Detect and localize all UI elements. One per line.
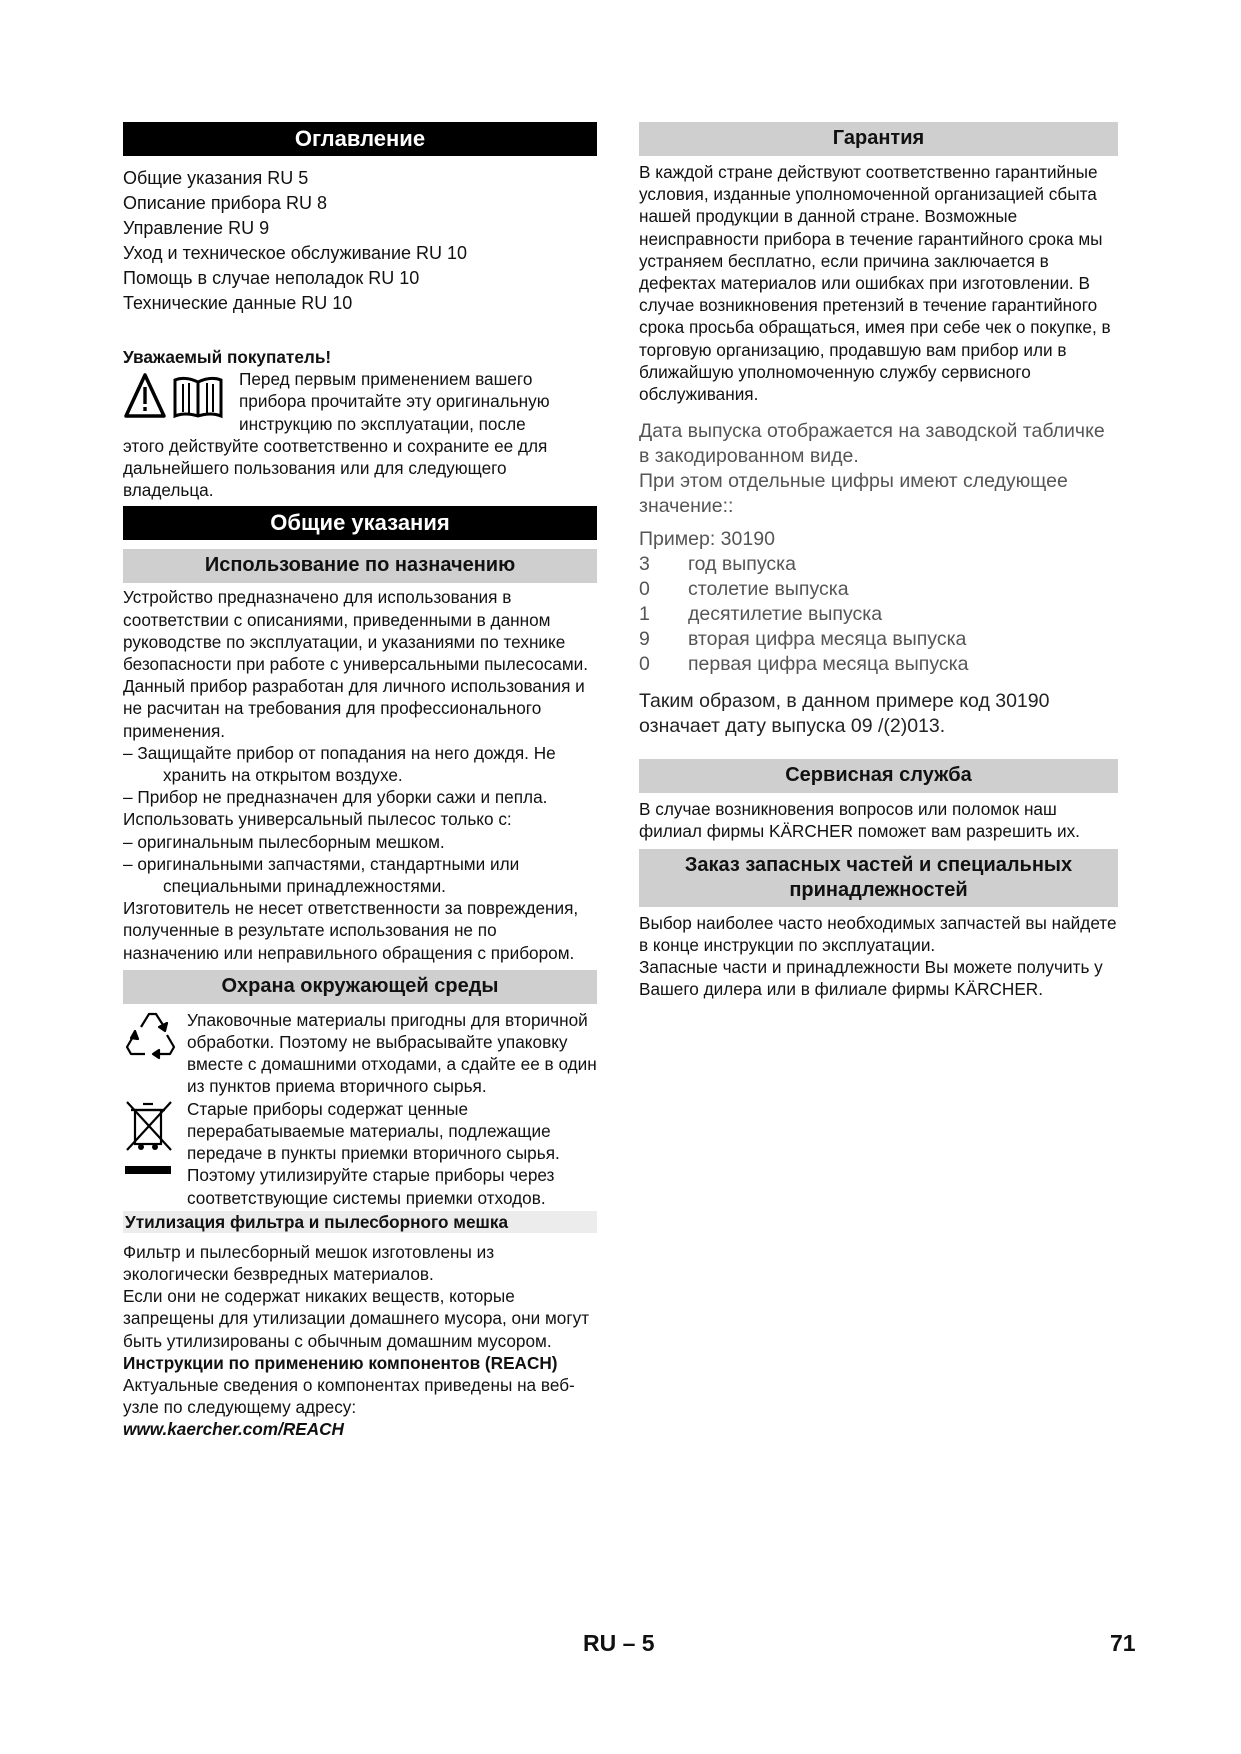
code-meaning: год выпуска bbox=[688, 553, 796, 576]
dear-customer-title: Уважаемый покупатель! bbox=[123, 347, 332, 367]
toc-item[interactable]: Уход и техническое обслуживание RU 10 bbox=[123, 243, 468, 263]
recycle-icon bbox=[123, 1009, 187, 1098]
right-column bbox=[639, 122, 1118, 1000]
parts-heading: Заказ запасных частей и специальных принадлежностей bbox=[639, 849, 1118, 907]
reach-heading: Инструкции по применению компонентов (REACH) bbox=[123, 1352, 558, 1373]
parts-paragraph: Запасные части и принадлежности Вы можете получить у Вашего дилера или в филиале фирмы KÄRCHER. bbox=[639, 957, 1103, 1000]
warranty-paragraph: В каждой стране действуют соответственно гарантийные условия, изданные уполномоченной организацией сбыта нашей продукции в данной стране. Возможные неисправности прибора в течение гарантийного срока мы устраняем бесплатно, если причина заключается в дефектах материалов или ошибках при изготовлении. В случае возникновения претензий в течение гарантийного срока просьба обращаться, имея при себе чек о покупке, в торговую организацию, продавшую вам прибор или в ближайшую уполномоченную службу сервисного обслуживания. bbox=[639, 162, 1111, 405]
code-row bbox=[639, 577, 1118, 602]
use-paragraph: Данный прибор разработан для личного использования и не расчитан на требования для профессионального применения. bbox=[123, 676, 585, 741]
service-heading: Сервисная служба bbox=[639, 759, 1118, 793]
code-meaning: первая цифра месяца выпуска bbox=[688, 653, 969, 676]
code-row bbox=[639, 627, 1118, 652]
filter-paragraph: Фильтр и пылесборный мешок изготовлены из экологически безвредных материалов. bbox=[123, 1241, 495, 1284]
date-conclusion: Таким образом, в данном примере код 30190 означает дату выпуска 09 /(2)013. bbox=[639, 690, 1050, 738]
recycling-block bbox=[123, 1009, 597, 1098]
parts-paragraph: Выбор наиболее часто необходимых запчастей вы найдете в конце инструкции по эксплуатации. bbox=[639, 912, 1117, 955]
code-meaning: столетие выпуска bbox=[688, 578, 849, 601]
crossed-bin-icon bbox=[123, 1098, 187, 1209]
service-paragraph: В случае возникновения вопросов или поломок наш филиал фирмы KÄRCHER поможет вам разрешить их. bbox=[639, 799, 1080, 842]
toc-heading: Оглавление bbox=[123, 122, 597, 156]
code-row bbox=[639, 602, 1118, 627]
code-row bbox=[639, 552, 1118, 577]
footer-page-number: 71 bbox=[1110, 1630, 1136, 1656]
use-paragraph: Изготовитель не несет ответственности за повреждения, полученные в результате использования не по назначению или неправильного обращения с прибором. bbox=[123, 898, 579, 963]
warranty-heading: Гарантия bbox=[639, 122, 1118, 156]
code-digit: 0 bbox=[639, 578, 650, 601]
toc-item[interactable]: Управление RU 9 bbox=[123, 218, 270, 238]
use-paragraph: Устройство предназначено для использования в соответствии с описаниями, приведенными в данном руководстве по эксплуатации, и указаниями по технике безопасности при работе с универсальными пылесосами. bbox=[123, 587, 589, 675]
toc-item[interactable]: Помощь в случае неполадок RU 10 bbox=[123, 268, 420, 288]
general-heading: Общие указания bbox=[123, 506, 597, 540]
warning-line: прибора прочитайте эту оригинальную bbox=[239, 391, 550, 412]
use-bullet: – оригинальными запчастями, стандартными или специальными принадлежностями. bbox=[123, 853, 520, 897]
code-meaning: вторая цифра месяца выпуска bbox=[688, 628, 967, 651]
filter-heading: Утилизация фильтра и пылесборного мешка bbox=[123, 1211, 597, 1233]
warning-line: инструкцию по эксплуатации, после bbox=[239, 413, 526, 434]
environment-heading: Охрана окружающей среды bbox=[123, 970, 597, 1004]
date-example: Пример: 30190 bbox=[639, 528, 775, 551]
code-digit: 9 bbox=[639, 628, 650, 651]
code-row bbox=[639, 652, 1118, 677]
use-paragraph: Использовать универсальный пылесос только с: bbox=[123, 809, 512, 830]
disposal-paragraph: Старые приборы содержат ценные перерабатываемые материалы, подлежащие передаче в пункты приемки вторичного сырья. Поэтому утилизируйте старые приборы через соответствующие системы приемки отходов. bbox=[187, 1098, 560, 1208]
warning-line: Перед первым применением вашего bbox=[239, 369, 533, 390]
date-text: Дата выпуска отображается на заводской табличке в закодированном виде. bbox=[639, 420, 1105, 468]
code-meaning: десятилетие выпуска bbox=[688, 603, 883, 626]
code-digit: 1 bbox=[639, 603, 650, 626]
toc-item[interactable]: Описание прибора RU 8 bbox=[123, 193, 327, 213]
reach-paragraph: Актуальные сведения о компонентах приведены на веб-узле по следующему адресу: bbox=[123, 1374, 575, 1418]
filter-paragraph: Если они не содержат никаких веществ, которые запрещены для утилизации домашнего мусора, они могут быть утилизированы с обычным домашним мусором. bbox=[123, 1286, 590, 1351]
toc-item[interactable]: Общие указания RU 5 bbox=[123, 168, 309, 188]
reach-link[interactable]: www.kaercher.com/REACH bbox=[123, 1419, 344, 1440]
toc-list bbox=[123, 166, 597, 316]
toc-item[interactable]: Технические данные RU 10 bbox=[123, 293, 353, 313]
dear-customer-text: этого действуйте соответственно и сохраните ее для дальнейшего пользования или для следующего владельца. bbox=[123, 435, 548, 501]
use-bullet: – Защищайте прибор от попадания на него дождя. Не хранить на открытом воздухе. bbox=[123, 742, 556, 786]
code-digit: 3 bbox=[639, 553, 650, 576]
disposal-block bbox=[123, 1098, 597, 1209]
use-bullet: – оригинальным пылесборным мешком. bbox=[123, 831, 445, 852]
footer-section-label: RU – 5 bbox=[583, 1630, 655, 1656]
use-bullet: – Прибор не предназначен для уборки сажи и пепла. bbox=[123, 787, 548, 808]
environment-paragraph: Упаковочные материалы пригодны для вторичной обработки. Поэтому не выбрасывайте упаковку вместе с домашними отходами, а сдайте ее в один из пунктов приема вторичного сырья. bbox=[187, 1009, 597, 1097]
production-date-block bbox=[639, 419, 1118, 739]
warning-block bbox=[123, 368, 597, 435]
use-heading: Использование по назначению bbox=[123, 549, 597, 583]
warning-manual-icon bbox=[123, 368, 239, 435]
date-text: При этом отдельные цифры имеют следующее значение:: bbox=[639, 470, 1068, 518]
code-digit: 0 bbox=[639, 653, 650, 676]
left-column bbox=[123, 122, 597, 1441]
